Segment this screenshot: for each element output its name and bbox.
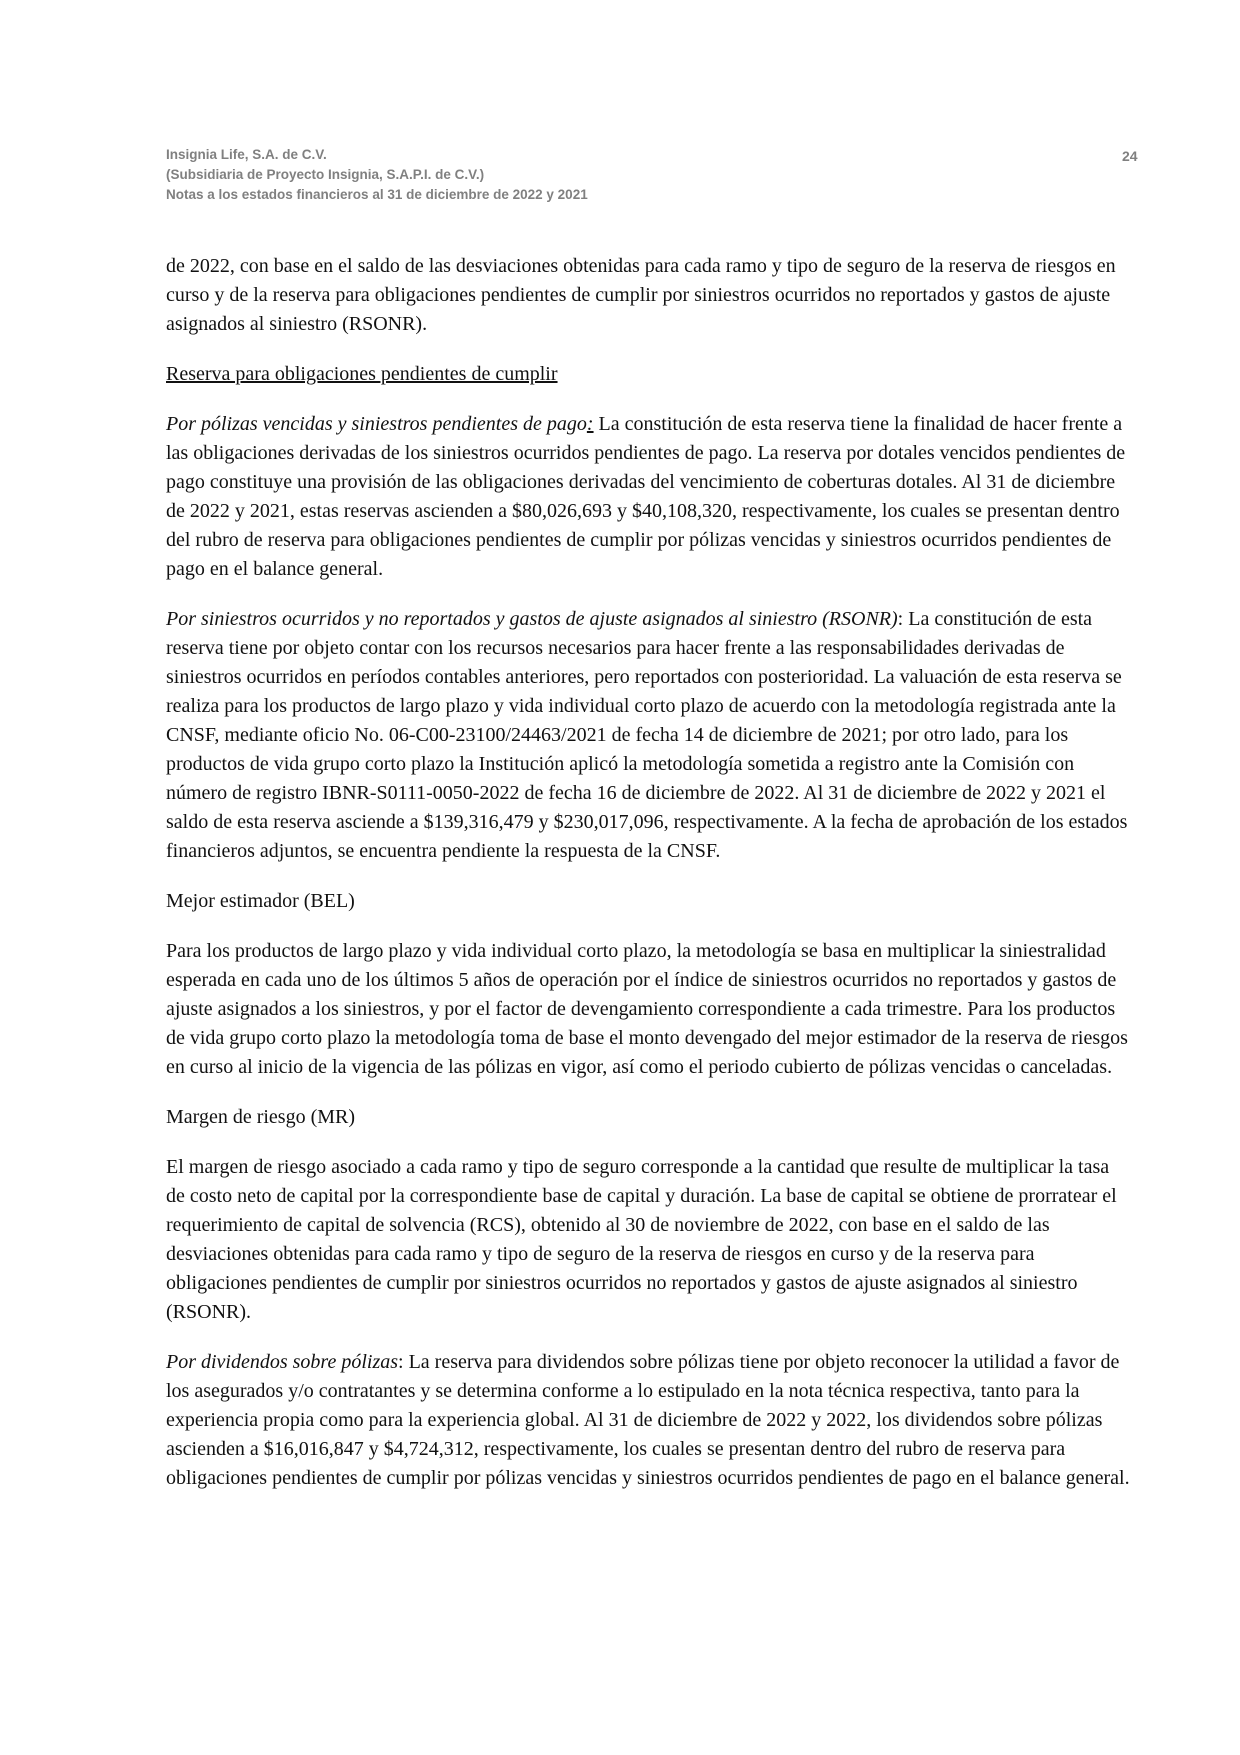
company-name: Insignia Life, S.A. de C.V. [166, 147, 327, 162]
text-segment: : La constitución de esta reserva tiene por objeto contar con los recursos necesarios para hacer frente a las responsabilidades derivadas de siniestros ocurridos en períodos contables anteriores, pero reportados con posterioridad. La valuación de esta reserva se realiza para los productos de largo plazo y vida individual corto plazo de acuerdo con la metodología registrada ante la CNSF, mediante oficio No. 06-C00-23100/24463/2021 de fecha 14 de diciembre de 2021; por otro lado, para los productos de vida grupo corto plazo la Institución aplicó la metodología sometida a registro ante la Comisión con número de registro IBNR-S0111-0050-2022 de fecha 16 de diciembre de 2022. Al 31 de diciembre de 2022 y 2021 el saldo de esta reserva asciende a $139,316,479 y $230,017,096, respectivamente. A la fecha de aprobación de los estados financieros adjuntos, se encuentra pendiente la respuesta de la CNSF. [166, 608, 1128, 862]
paragraph [166, 252, 1131, 339]
subsidiary-line: (Subsidiaria de Proyecto Insignia, S.A.P.I. de C.V.) [166, 167, 485, 182]
text-segment: de 2022, con base en el saldo de las desviaciones obtenidas para cada ramo y tipo de seguro de la reserva de riesgos en curso y de la reserva para obligaciones pendientes de cumplir por siniestros ocurridos no reportados y gastos de ajuste asignados al siniestro (RSONR). [166, 255, 1116, 335]
text-segment: Mejor estimador (BEL) [166, 890, 355, 912]
text-segment: : [586, 413, 594, 435]
subheading [166, 887, 1131, 916]
document-body [166, 252, 1131, 1514]
text-segment: La constitución de esta reserva tiene la finalidad de hacer frente a las obligaciones derivadas de los siniestros ocurridos pendientes de pago. La reserva por dotales vencidos pendientes de pago constituye una provisión de las obligaciones derivadas del vencimiento de coberturas dotales. Al 31 de diciembre de 2022 y 2021, estas reservas ascienden a $80,026,693 y $40,108,320, respectivamente, los cuales se presentan dentro del rubro de reserva para obligaciones pendientes de cumplir por pólizas vencidas y siniestros ocurridos pendientes de pago en el balance general. [166, 413, 1126, 580]
text-segment: El margen de riesgo asociado a cada ramo y tipo de seguro corresponde a la cantidad que resulte de multiplicar la tasa de costo neto de capital por la correspondiente base de capital y duración. La base de capital se obtiene de prorratear el requerimiento de capital de solvencia (RCS), obtenido al 30 de noviembre de 2022, con base en el saldo de las desviaciones obtenidas para cada ramo y tipo de seguro de la reserva de riesgos en curso y de la reserva para obligaciones pendientes de cumplir por siniestros ocurridos no reportados y gastos de ajuste asignados al siniestro (RSONR). [166, 1156, 1117, 1323]
text-segment: Por pólizas vencidas y siniestros pendientes de pago [166, 413, 587, 435]
text-segment: Para los productos de largo plazo y vida individual corto plazo, la metodología se basa en multiplicar la siniestralidad esperada en cada uno de los últimos 5 años de operación por el índice de siniestros ocurridos no reportados y gastos de ajuste asignados a los siniestros, y por el factor de devengamiento correspondiente a cada trimestre. Para los productos de vida grupo corto plazo la metodología toma de base el monto devengado del mejor estimador de la reserva de riesgos en curso al inicio de la vigencia de las pólizas en vigor, así como el periodo cubierto de pólizas vencidas o canceladas. [166, 940, 1128, 1078]
paragraph [166, 605, 1131, 866]
section-heading [166, 360, 1131, 389]
text-segment: Por siniestros ocurridos y no reportados y gastos de ajuste asignados al siniestro (RSONR) [166, 608, 898, 630]
text-segment: Reserva para obligaciones pendientes de cumplir [166, 363, 558, 385]
page-number: 24 [1122, 148, 1138, 164]
paragraph [166, 1153, 1131, 1327]
text-segment: : La reserva para dividendos sobre pólizas tiene por objeto reconocer la utilidad a favor de los asegurados y/o contratantes y se determina conforme a lo estipulado en la nota técnica respectiva, tanto para la experiencia propia como para la experiencia global. Al 31 de diciembre de 2022 y 2022, los dividendos sobre pólizas ascienden a $16,016,847 y $4,724,312, respectivamente, los cuales se presentan dentro del rubro de reserva para obligaciones pendientes de cumplir por pólizas vencidas y siniestros ocurridos pendientes de pago en el balance general. [166, 1351, 1130, 1489]
paragraph [166, 410, 1131, 584]
paragraph [166, 1348, 1131, 1493]
text-segment: Por dividendos sobre pólizas [166, 1351, 399, 1373]
notes-title: Notas a los estados financieros al 31 de diciembre de 2022 y 2021 [166, 187, 588, 202]
subheading [166, 1103, 1131, 1132]
document-header [166, 145, 588, 205]
text-segment: Margen de riesgo (MR) [166, 1106, 356, 1128]
paragraph [166, 937, 1131, 1082]
